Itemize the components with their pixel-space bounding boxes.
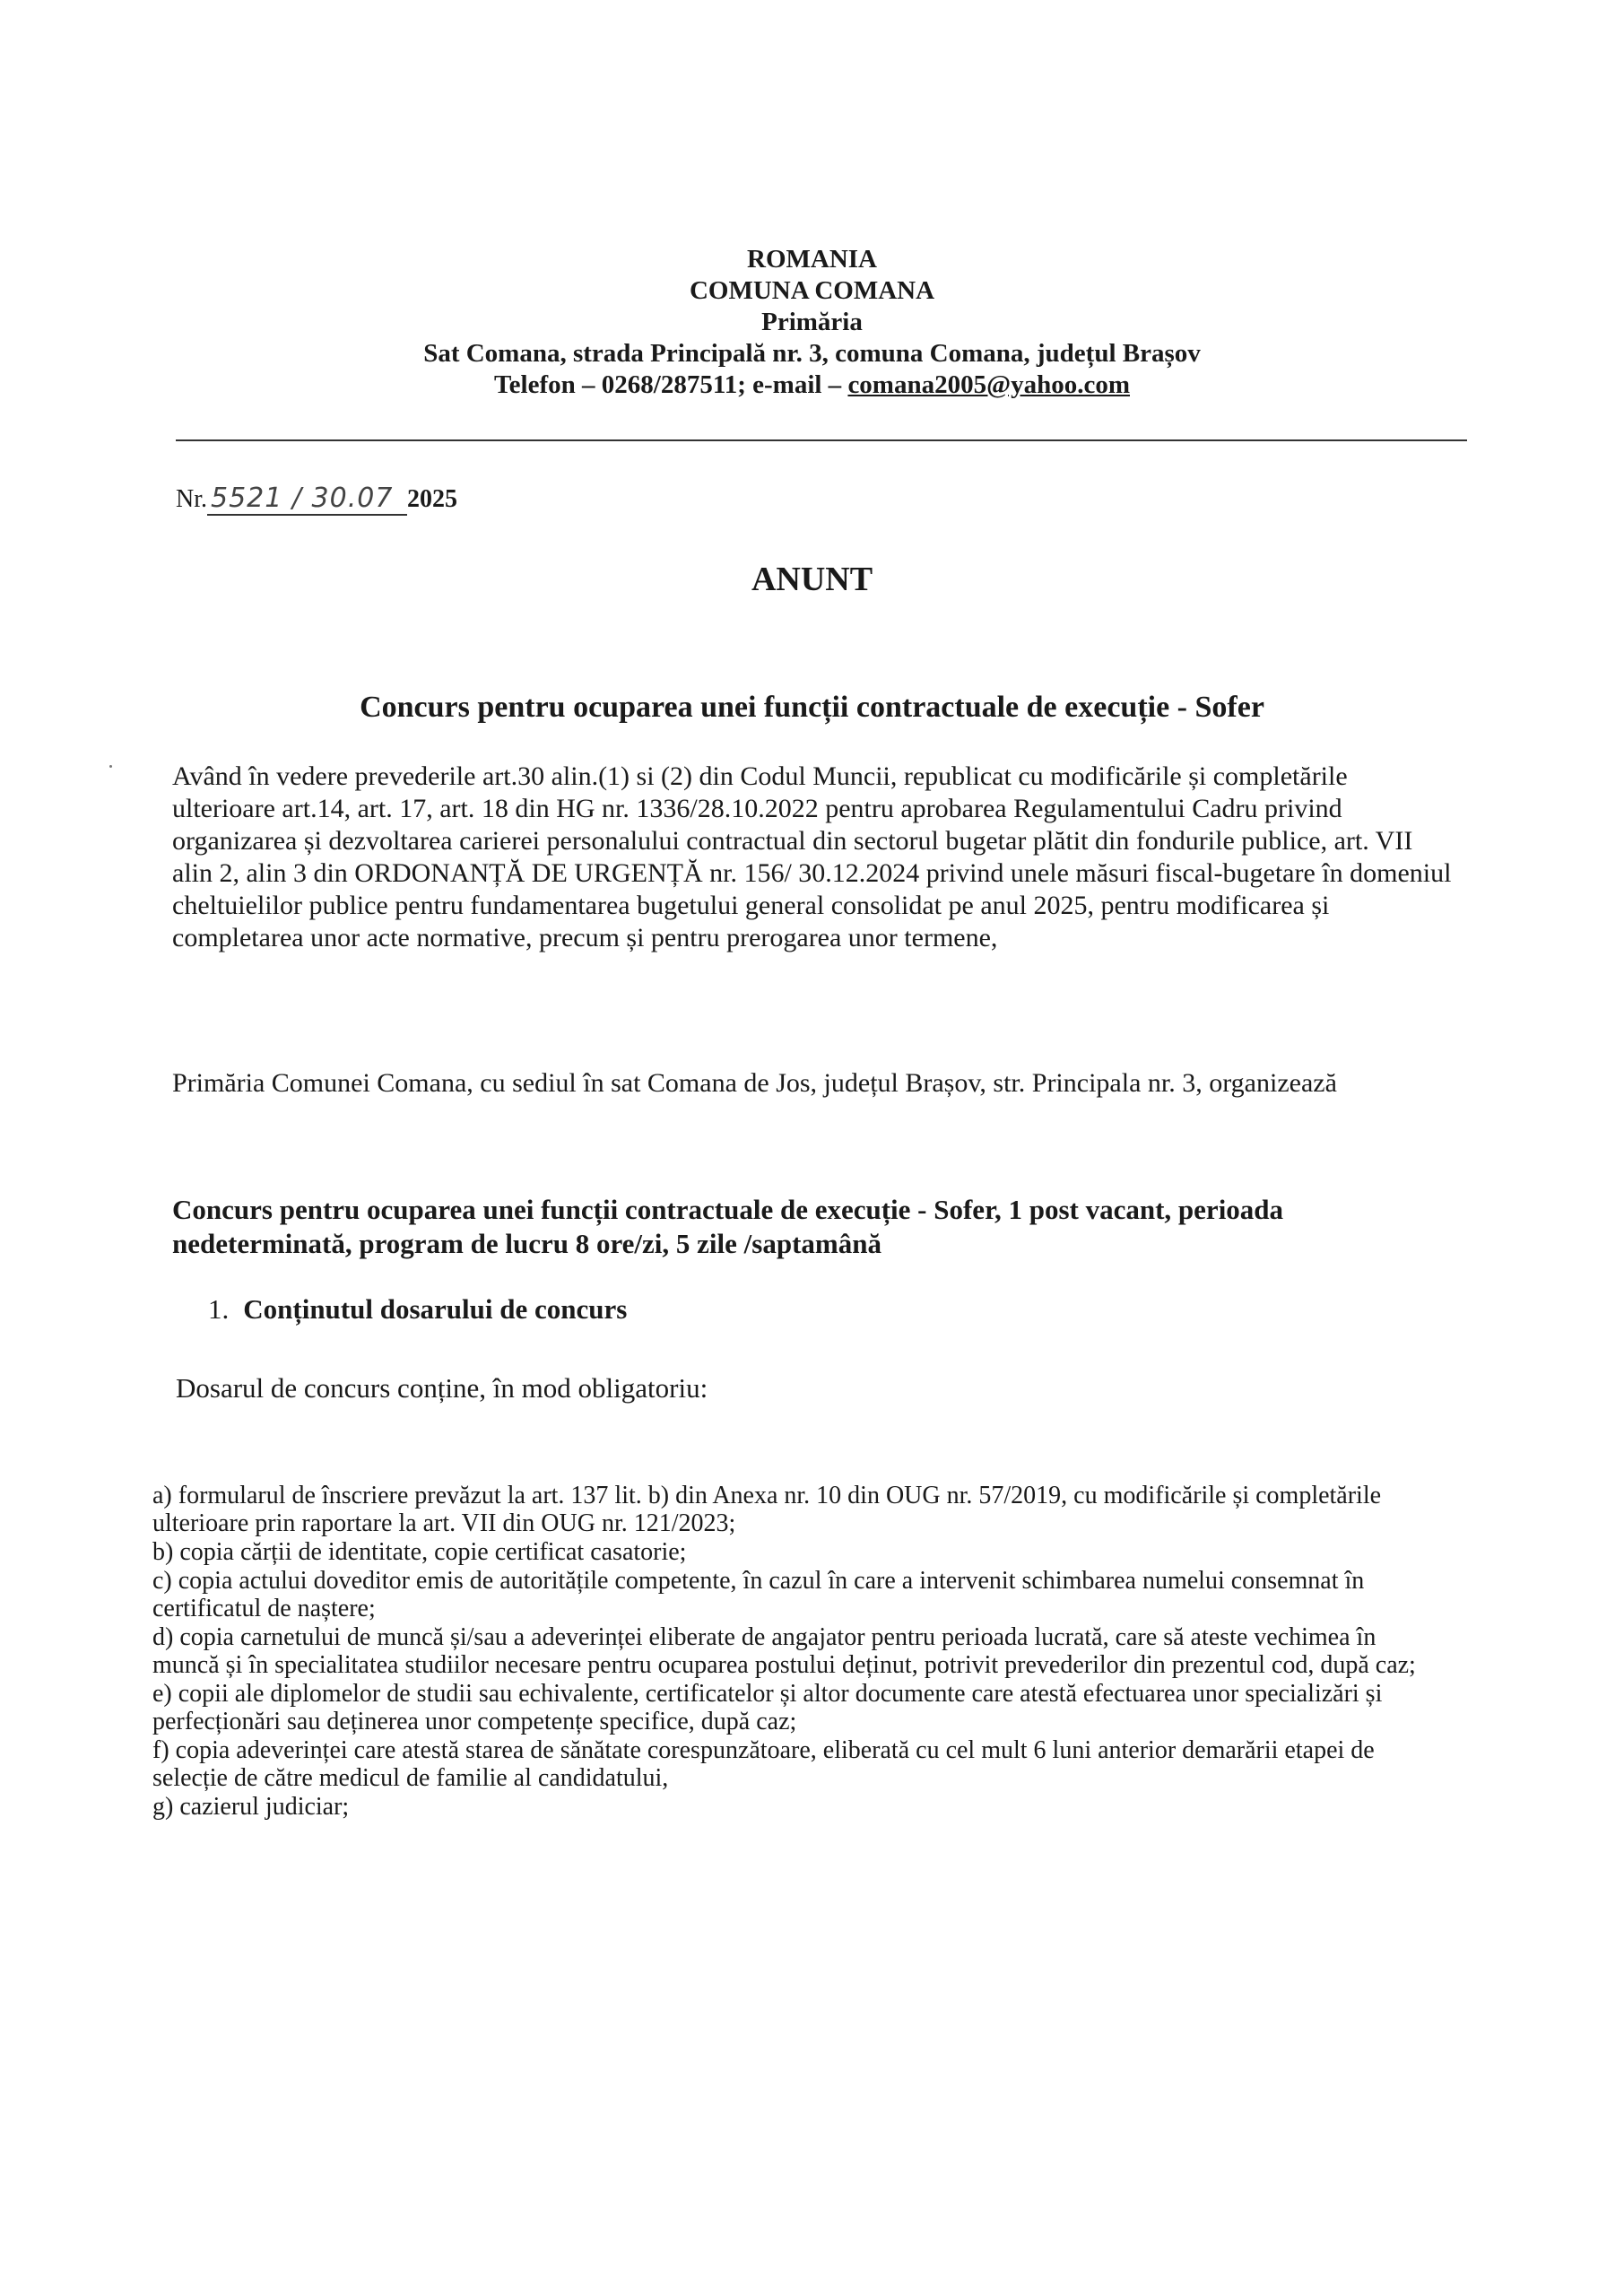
- list-item: e) copii ale diplomelor de studii sau echivalente, certificatelor și altor documente care atestă efectuarea unor specializări și perfecționări sau deținerea unor competențe specifice, după caz;: [152, 1680, 1383, 1735]
- registration-number: [176, 483, 457, 516]
- section-title: Conținutul dosarului de concurs: [243, 1293, 628, 1325]
- address: Sat Comana, strada Principală nr. 3, comuna Comana, județul Brașov: [423, 339, 1201, 368]
- list-item: g) cazierul judiciar;: [152, 1793, 350, 1821]
- registration-label: Nr.: [176, 485, 207, 513]
- dossier-intro: Dosarul de concurs conține, în mod obligatoriu:: [176, 1372, 708, 1404]
- letterhead: [0, 244, 1624, 401]
- list-item: c) copia actului doveditor emis de autoritățile competente, în cazul în care a intervenit schimbarea numelui consemnat în certificatul de naștere;: [152, 1567, 1365, 1622]
- registration-year: 2025: [407, 485, 457, 513]
- list-item: d) copia carnetului de muncă și/sau a adeverinței eliberate de angajator pentru perioada lucrată, care să ateste vechimea în muncă și în specialitatea studiilor necesare pentru ocuparea postului deținut, potrivit prevederilor din prezentul cod, după caz;: [152, 1623, 1416, 1679]
- organizer-paragraph: Primăria Comunei Comana, cu sediul în sat Comana de Jos, județul Brașov, str. Principala nr. 3, organizează: [172, 1068, 1337, 1098]
- legal-basis-paragraph: Având în vedere prevederile art.30 alin.(1) si (2) din Codul Muncii, republicat cu modificările și completările ulterioare art.14, art. 17, art. 18 din HG nr. 1336/28.10.2022 pentru aprobarea Regulamentului Cadru privind organizarea și dezvoltarea carierei personalului contractual din sectorul bugetar plătit din fondurile publice, art. VII alin 2, alin 3 din ORDONANȚĂ DE URGENȚĂ nr. 156/ 30.12.2024 privind unele măsuri fiscal-bugetare în domeniul cheltuielilor publice pentru fundamentarea bugetului general consolidat pe anul 2025, pentru modificarea și completarea unor acte normative, precum și pentru prerogarea unor termene,: [172, 761, 1452, 952]
- document-title: Concurs pentru ocuparea unei funcții contractuale de execuție - Sofer: [360, 691, 1264, 724]
- handwritten-number: 5521 / 30.07: [207, 483, 407, 516]
- requirements-list: [152, 1482, 1444, 1822]
- country-name: ROMANIA: [747, 245, 877, 274]
- email-link[interactable]: comana2005@yahoo.com: [847, 370, 1130, 399]
- contest-details-paragraph: Concurs pentru ocuparea unei funcții contractuale de execuție - Sofer, 1 post vacant, perioada nedeterminată, program de lucru 8 ore/zi, 5 zile /saptamână: [172, 1194, 1284, 1259]
- section-heading: [208, 1293, 627, 1326]
- list-item: b) copia cărții de identitate, copie certificat casatorie;: [152, 1538, 687, 1566]
- scan-speck: [109, 765, 112, 768]
- list-item: f) copia adeverinței care atestă starea de sănătate corespunzătoare, eliberată cu cel mult 6 luni anterior demarării etapei de selecție de către medicul de familie al candidatului,: [152, 1736, 1375, 1792]
- list-item: a) formularul de înscriere prevăzut la art. 137 lit. b) din Anexa nr. 10 din OUG nr. 57/2019, cu modificările și completările ulterioare prin raportare la art. VII din OUG nr. 121/2023;: [152, 1482, 1382, 1537]
- commune-name: COMUNA COMANA: [689, 276, 935, 305]
- institution-name: Primăria: [761, 308, 863, 336]
- section-number: 1.: [208, 1293, 230, 1325]
- header-divider: [176, 439, 1467, 441]
- document-heading: ANUNT: [751, 561, 873, 598]
- contact-line: [0, 370, 1624, 401]
- phone-text: Telefon – 0268/287511; e-mail –: [494, 370, 848, 399]
